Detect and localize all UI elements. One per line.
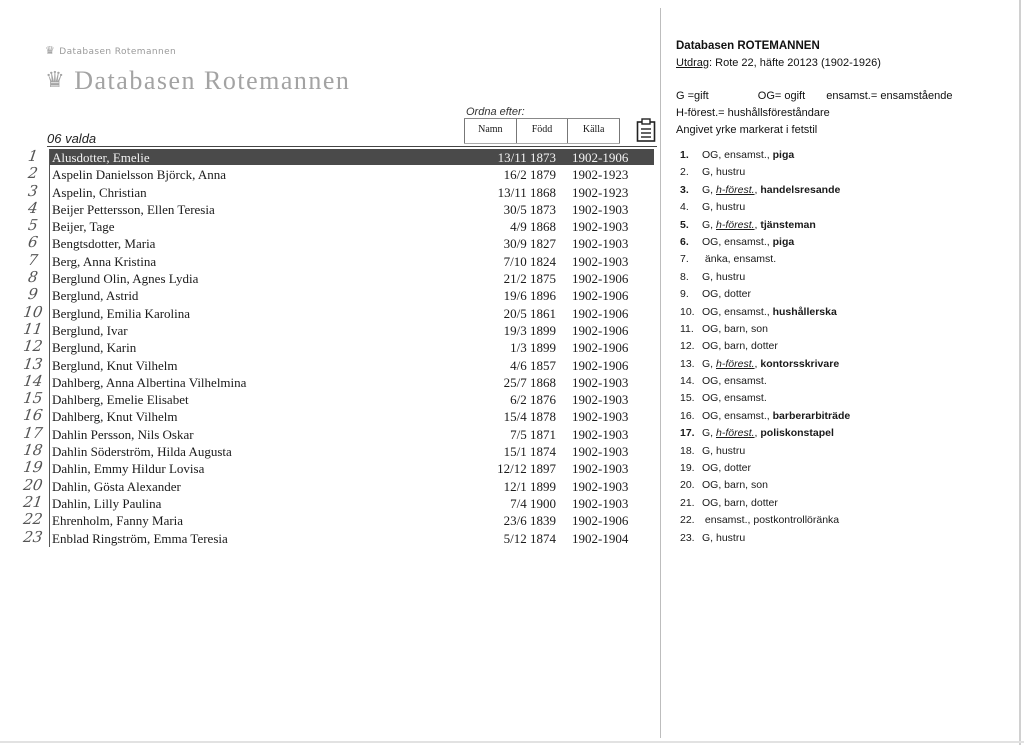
row-born: 6/2 1876 (510, 392, 556, 408)
row-name: Dahlberg, Emelie Elisabet (52, 392, 189, 408)
item-occupation: barberarbiträde (772, 409, 851, 422)
extract-value: : Rote 22, häfte 20123 (1902-1926) (709, 57, 881, 69)
list-item (680, 288, 850, 305)
item-number: 10. (680, 305, 695, 318)
row-name: Berglund, Ivar (52, 322, 128, 338)
row-born: 30/9 1827 (503, 236, 556, 252)
handwritten-number: 19 (22, 458, 44, 477)
handwritten-number: 8 (26, 268, 40, 287)
item-number: 6. (680, 235, 689, 248)
row-source: 1902-1904 (572, 530, 629, 546)
row-born: 12/1 1899 (503, 478, 556, 494)
row-name: Aspelin Danielsson Björck, Anna (52, 167, 227, 183)
row-name: Enblad Ringström, Emma Teresia (52, 530, 228, 546)
row-margin-line (49, 339, 50, 356)
row-born: 19/6 1896 (503, 288, 556, 304)
list-item (680, 514, 850, 531)
item-number: 18. (680, 444, 695, 457)
table-row[interactable] (0, 235, 660, 252)
list-item (680, 166, 850, 183)
row-name: Berglund, Knut Vilhelm (52, 357, 178, 373)
item-status: OG, ensamst. (702, 392, 767, 405)
list-item (680, 236, 850, 253)
row-name: Dahlin, Emmy Hildur Lovisa (52, 461, 205, 477)
row-source: 1902-1923 (572, 167, 629, 183)
item-number: 12. (680, 340, 695, 353)
table-row[interactable] (0, 408, 660, 425)
item-number: 4. (680, 201, 689, 214)
row-source: 1902-1903 (572, 374, 629, 390)
row-name: Alusdotter, Emelie (52, 150, 150, 165)
row-name: Berglund Olin, Agnes Lydia (52, 271, 199, 287)
list-item (680, 271, 850, 288)
handwritten-number: 11 (22, 319, 44, 338)
item-number: 7. (680, 253, 689, 266)
row-source: 1902-1906 (572, 150, 629, 165)
row-name: Berglund, Emilia Karolina (52, 305, 191, 321)
handwritten-number: 3 (26, 181, 40, 200)
item-number: 11. (680, 322, 694, 335)
row-source: 1902-1903 (572, 219, 629, 235)
item-status: G, (702, 218, 717, 231)
table-row[interactable] (0, 302, 660, 322)
table-row[interactable] (0, 391, 660, 408)
handwritten-number: 6 (26, 233, 40, 252)
page-divider (660, 8, 661, 738)
item-status: OG, ensamst. (702, 375, 767, 388)
item-status: G, (702, 183, 717, 196)
row-born: 16/2 1879 (503, 167, 556, 183)
row-born: 4/9 1868 (510, 219, 556, 235)
row-source: 1902-1903 (572, 253, 629, 269)
item-status: G, hustru (702, 166, 746, 179)
item-status: OG, barn, dotter (702, 496, 778, 509)
notes-list (680, 149, 850, 549)
result-list (0, 149, 660, 547)
row-born: 19/3 1899 (503, 322, 556, 338)
list-item (680, 340, 850, 357)
row-margin-line (49, 512, 50, 529)
item-occupation: piga (772, 235, 795, 248)
item-separator: , (754, 357, 761, 370)
item-status: OG, ensamst., (702, 149, 773, 161)
row-margin-line (49, 530, 50, 547)
row-margin-line (49, 166, 50, 183)
item-household-head: h-förest. (716, 357, 755, 370)
handwritten-number: 17 (22, 423, 44, 442)
legend-line-1 (676, 90, 953, 102)
list-item (680, 253, 850, 270)
handwritten-number: 14 (22, 371, 44, 390)
row-name: Dahlberg, Anna Albertina Vilhelmina (52, 374, 247, 390)
list-item (680, 462, 850, 479)
sort-tabs (464, 118, 620, 144)
table-row[interactable] (0, 270, 660, 287)
handwritten-number: 9 (26, 285, 40, 304)
list-item (680, 479, 850, 496)
item-status: G, (702, 427, 717, 440)
item-occupation: piga (772, 149, 795, 161)
extract-label: Utdrag (676, 57, 710, 69)
page-title: ♛ Databasen Rotemannen (45, 66, 351, 95)
handwritten-number: 2 (26, 164, 40, 183)
item-status: ensamst., postkontrollöränka (702, 514, 840, 527)
row-name: Aspelin, Christian (52, 184, 147, 200)
item-separator: , (754, 218, 761, 231)
handwritten-number: 4 (26, 198, 40, 217)
item-number: 13. (680, 357, 695, 370)
item-occupation: handelsresande (760, 183, 841, 196)
item-status: OG, ensamst., (702, 235, 773, 248)
row-name: Dahlin Persson, Nils Oskar (52, 426, 194, 442)
table-row[interactable] (0, 443, 660, 460)
table-row[interactable] (0, 371, 660, 391)
list-item (680, 358, 850, 375)
handwritten-number: 15 (22, 389, 44, 408)
row-name: Dahlin, Gösta Alexander (52, 478, 181, 494)
row-born: 7/4 1900 (510, 495, 556, 511)
row-source: 1902-1906 (572, 288, 629, 304)
row-name: Berglund, Astrid (52, 288, 139, 304)
item-status: G, hustru (702, 444, 746, 457)
item-status: OG, dotter (702, 462, 752, 475)
item-status: OG, barn, son (702, 322, 768, 335)
item-occupation: hushållerska (772, 305, 837, 318)
list-item (680, 392, 850, 409)
item-number: 17. (680, 427, 695, 440)
item-number: 16. (680, 409, 695, 422)
item-occupation: kontorsskrivare (760, 357, 840, 370)
item-number: 19. (680, 462, 695, 475)
row-born: 25/7 1868 (503, 374, 556, 390)
item-status: OG, ensamst., (702, 305, 773, 318)
row-source: 1902-1906 (572, 513, 629, 529)
item-occupation: poliskonstapel (760, 427, 834, 440)
item-number: 5. (680, 218, 689, 231)
row-source: 1902-1903 (572, 409, 629, 425)
table-row[interactable] (0, 166, 660, 183)
table-row[interactable] (0, 181, 660, 201)
row-source: 1902-1906 (572, 357, 629, 373)
row-source: 1902-1903 (572, 478, 629, 494)
table-row[interactable] (0, 527, 660, 547)
handwritten-number: 22 (22, 510, 44, 529)
list-item (680, 219, 850, 236)
item-number: 2. (680, 166, 689, 179)
item-status: OG, barn, son (702, 479, 768, 492)
row-name: Dahlberg, Knut Vilhelm (52, 409, 178, 425)
item-status: änka, ensamst. (702, 253, 777, 266)
row-born: 30/5 1873 (503, 201, 556, 217)
item-number: 14. (680, 375, 695, 388)
row-source: 1902-1906 (572, 322, 629, 338)
row-born: 20/5 1861 (503, 305, 556, 321)
row-name: Beijer Pettersson, Ellen Teresia (52, 201, 215, 217)
list-item (680, 184, 850, 201)
handwritten-number: 7 (26, 250, 40, 269)
list-item (680, 375, 850, 392)
list-item (680, 427, 850, 444)
handwritten-number: 20 (22, 475, 44, 494)
handwritten-number: 21 (22, 492, 44, 511)
handwritten-number: 10 (22, 302, 44, 321)
item-occupation: tjänsteman (760, 218, 816, 231)
row-name: Dahlin Söderström, Hilda Augusta (52, 444, 232, 460)
item-number: 22. (680, 514, 695, 527)
handwritten-number: 5 (26, 216, 40, 235)
legend-occupation-note: Angivet yrke markerat i fetstil (676, 124, 818, 136)
legend-single: ensamst.= ensamstående (826, 90, 953, 102)
row-born: 13/11 1868 (497, 184, 556, 200)
row-born: 23/6 1839 (503, 513, 556, 529)
row-source: 1902-1906 (572, 340, 629, 356)
row-born: 13/11 1873 (497, 150, 556, 165)
row-source: 1902-1903 (572, 426, 629, 442)
row-name: Beijer, Tage (52, 219, 115, 235)
sort-tab-name[interactable]: Namn (464, 119, 516, 143)
table-row[interactable] (0, 319, 660, 339)
handwritten-number: 16 (22, 406, 44, 425)
row-born: 4/6 1857 (510, 357, 556, 373)
item-status: OG, barn, dotter (702, 340, 778, 353)
item-status: G, hustru (702, 270, 746, 283)
list-item (680, 323, 850, 340)
legend-married: G =gift (676, 90, 709, 102)
row-born: 21/2 1875 (503, 271, 556, 287)
item-status: OG, dotter (702, 288, 752, 301)
small-app-title: ♛ Databasen Rotemannen (45, 44, 177, 57)
notes-extract (676, 57, 881, 69)
row-source: 1902-1903 (572, 495, 629, 511)
list-item (680, 149, 850, 166)
crest-icon: ♛ (45, 44, 56, 57)
row-born: 1/3 1899 (510, 340, 556, 356)
legend-unmarried: OG= ogift (757, 90, 806, 102)
row-source: 1902-1903 (572, 461, 629, 477)
item-number: 8. (680, 270, 689, 283)
handwritten-number: 18 (22, 441, 44, 460)
item-number: 3. (680, 183, 689, 196)
row-source: 1902-1923 (572, 184, 629, 200)
list-item (680, 410, 850, 427)
item-number: 15. (680, 392, 695, 405)
table-row[interactable] (0, 218, 660, 235)
item-status: G, hustru (702, 531, 746, 544)
table-row[interactable] (0, 475, 660, 495)
item-number: 9. (680, 288, 689, 301)
table-row[interactable] (0, 423, 660, 443)
list-item (680, 532, 850, 549)
item-number: 21. (680, 496, 695, 509)
table-row[interactable] (0, 460, 660, 477)
table-row[interactable] (0, 287, 660, 304)
row-source: 1902-1906 (572, 271, 629, 287)
row-source: 1902-1903 (572, 444, 629, 460)
list-item (680, 306, 850, 323)
item-status: G, (702, 357, 717, 370)
handwritten-number: 1 (26, 147, 40, 165)
row-source: 1902-1903 (572, 236, 629, 252)
item-separator: , (754, 183, 761, 196)
sort-tab-source[interactable]: Källa (567, 119, 620, 143)
table-row[interactable] (0, 492, 660, 512)
item-household-head: h-förest. (716, 427, 755, 440)
row-source: 1902-1903 (572, 392, 629, 408)
item-status: G, hustru (702, 201, 746, 214)
list-item (680, 201, 850, 218)
item-status: OG, ensamst., (702, 409, 773, 422)
row-name: Berglund, Karin (52, 340, 137, 356)
row-born: 7/10 1824 (503, 253, 556, 269)
row-born: 12/12 1897 (497, 461, 556, 477)
item-household-head: h-förest. (716, 218, 755, 231)
item-household-head: h-förest. (716, 183, 755, 196)
table-row[interactable] (0, 250, 660, 270)
item-number: 20. (680, 479, 695, 492)
notes-title: Databasen ROTEMANNEN (676, 40, 820, 52)
sort-label: Ordna efter: (466, 106, 525, 118)
legend-household-head: H-förest.= hushållsföreståndare (676, 107, 830, 119)
handwritten-number: 13 (22, 354, 44, 373)
handwritten-number: 23 (22, 527, 44, 546)
header-divider (47, 146, 657, 147)
table-row[interactable] (0, 339, 660, 356)
table-row[interactable] (0, 198, 660, 218)
sort-tab-born[interactable]: Född (516, 119, 568, 143)
row-born: 7/5 1871 (510, 426, 556, 442)
crest-icon: ♛ (45, 67, 67, 92)
table-row[interactable] (0, 512, 660, 529)
item-number: 23. (680, 531, 695, 544)
row-source: 1902-1903 (572, 201, 629, 217)
row-source: 1902-1906 (572, 305, 629, 321)
row-name: Berg, Anna Kristina (52, 253, 157, 269)
row-name: Bengtsdotter, Maria (52, 236, 156, 252)
item-number: 1. (680, 149, 689, 161)
clipboard-icon[interactable] (636, 118, 656, 142)
list-item (680, 497, 850, 514)
row-name: Ehrenholm, Fanny Maria (52, 513, 184, 529)
row-name: Dahlin, Lilly Paulina (52, 495, 162, 511)
row-born: 15/1 1874 (503, 444, 556, 460)
row-born: 5/12 1874 (503, 530, 556, 546)
item-separator: , (754, 427, 761, 440)
row-born: 15/4 1878 (503, 409, 556, 425)
table-row[interactable] (0, 354, 660, 374)
list-item (680, 445, 850, 462)
selected-count: 06 valda (47, 131, 97, 146)
table-row[interactable] (0, 149, 660, 166)
handwritten-number: 12 (22, 337, 44, 356)
